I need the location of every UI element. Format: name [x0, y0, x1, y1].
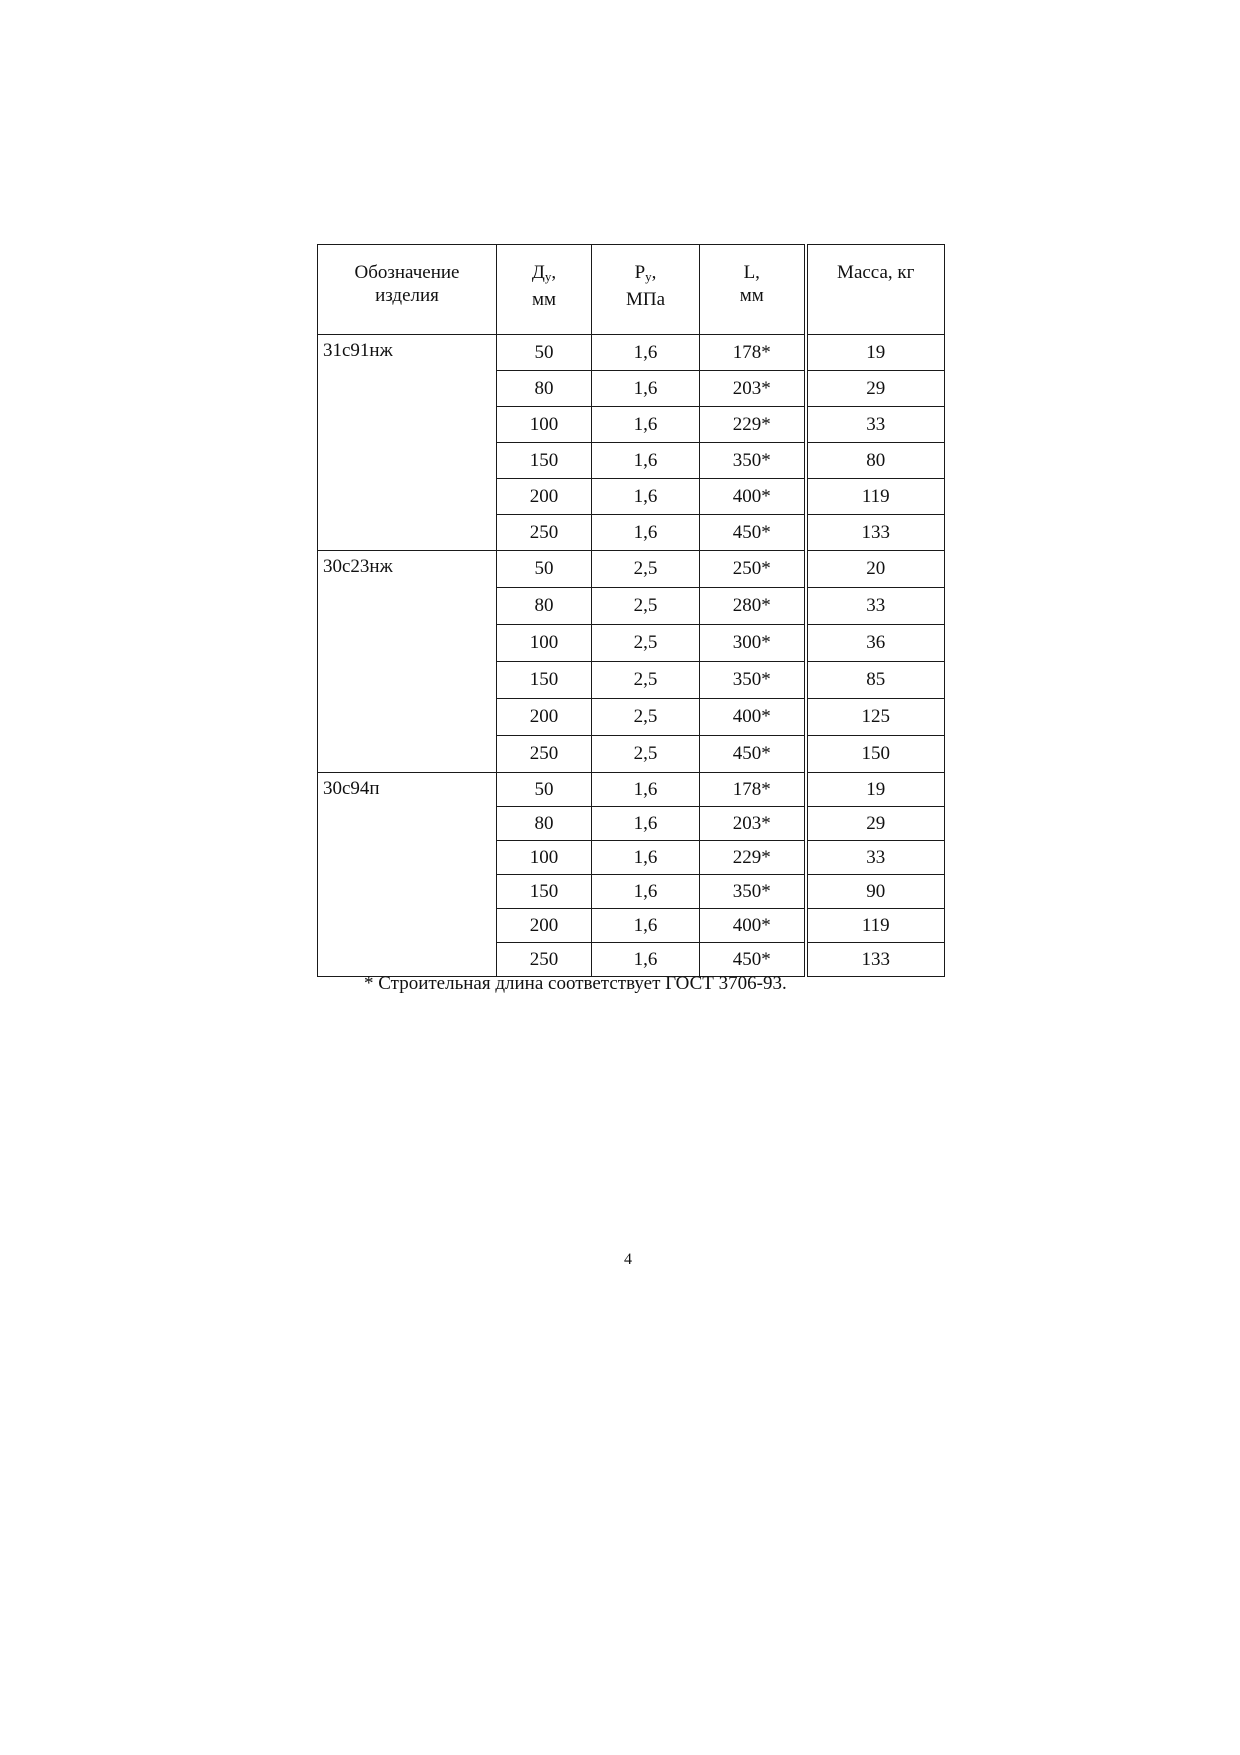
header-pu-symbol: Р [634, 262, 646, 283]
cell-designation: 30с94п [318, 773, 497, 977]
cell-nominal-diameter: 100 [497, 625, 592, 662]
cell-nominal-diameter: 150 [497, 443, 592, 479]
cell-length: 178* [700, 773, 806, 807]
cell-mass: 33 [806, 588, 945, 625]
cell-length: 400* [700, 909, 806, 943]
specification-table [317, 244, 945, 977]
header-mass-label: Масса, кг [837, 262, 915, 283]
cell-mass: 33 [806, 841, 945, 875]
cell-nominal-diameter: 150 [497, 662, 592, 699]
table-row [318, 773, 945, 807]
cell-nominal-pressure: 2,5 [592, 625, 700, 662]
cell-nominal-pressure: 1,6 [592, 943, 700, 977]
cell-nominal-pressure: 1,6 [592, 335, 700, 371]
cell-designation: 30с23нж [318, 551, 497, 773]
cell-nominal-diameter: 50 [497, 335, 592, 371]
cell-length: 229* [700, 407, 806, 443]
cell-length: 178* [700, 335, 806, 371]
cell-nominal-diameter: 250 [497, 943, 592, 977]
header-du-unit: мм [531, 289, 557, 310]
cell-nominal-diameter: 250 [497, 515, 592, 551]
cell-nominal-pressure: 1,6 [592, 443, 700, 479]
cell-length: 250* [700, 551, 806, 588]
cell-mass: 133 [806, 943, 945, 977]
cell-mass: 85 [806, 662, 945, 699]
cell-nominal-pressure: 1,6 [592, 407, 700, 443]
cell-mass: 80 [806, 443, 945, 479]
table-body [318, 335, 945, 977]
cell-nominal-pressure: 2,5 [592, 736, 700, 773]
cell-length: 203* [700, 807, 806, 841]
cell-mass: 119 [806, 909, 945, 943]
cell-nominal-diameter: 200 [497, 699, 592, 736]
cell-length: 203* [700, 371, 806, 407]
cell-mass: 29 [806, 807, 945, 841]
cell-mass: 29 [806, 371, 945, 407]
header-du-subscript: у [544, 269, 552, 284]
cell-nominal-diameter: 200 [497, 479, 592, 515]
cell-nominal-diameter: 250 [497, 736, 592, 773]
cell-nominal-diameter: 150 [497, 875, 592, 909]
header-mass [806, 245, 945, 335]
cell-nominal-pressure: 1,6 [592, 807, 700, 841]
cell-nominal-pressure: 1,6 [592, 875, 700, 909]
cell-nominal-pressure: 1,6 [592, 909, 700, 943]
page-number: 4 [624, 1251, 632, 1268]
header-nominal-pressure [592, 245, 700, 335]
header-nominal-diameter [497, 245, 592, 335]
header-designation-line1: Обозначение [354, 262, 460, 283]
cell-nominal-pressure: 2,5 [592, 699, 700, 736]
cell-nominal-pressure: 1,6 [592, 479, 700, 515]
cell-mass: 90 [806, 875, 945, 909]
header-pu-unit: МПа [625, 289, 666, 310]
cell-length: 300* [700, 625, 806, 662]
table-row [318, 551, 945, 588]
cell-nominal-pressure: 1,6 [592, 841, 700, 875]
cell-mass: 119 [806, 479, 945, 515]
cell-nominal-diameter: 50 [497, 551, 592, 588]
cell-nominal-diameter: 80 [497, 371, 592, 407]
table-header-row [318, 245, 945, 335]
cell-mass: 19 [806, 773, 945, 807]
header-designation-line2: изделия [375, 285, 439, 306]
cell-designation: 31с91нж [318, 335, 497, 551]
cell-nominal-diameter: 50 [497, 773, 592, 807]
cell-length: 400* [700, 479, 806, 515]
cell-length: 350* [700, 662, 806, 699]
cell-nominal-diameter: 80 [497, 807, 592, 841]
cell-length: 400* [700, 699, 806, 736]
header-length-unit: мм [739, 285, 764, 306]
cell-nominal-diameter: 100 [497, 407, 592, 443]
header-du-comma: , [551, 262, 557, 283]
cell-nominal-diameter: 200 [497, 909, 592, 943]
cell-length: 450* [700, 943, 806, 977]
cell-nominal-diameter: 80 [497, 588, 592, 625]
cell-length: 350* [700, 875, 806, 909]
footnote: * Строительная длина соответствует ГОСТ 3706-93. [364, 973, 787, 994]
cell-length: 450* [700, 515, 806, 551]
cell-nominal-pressure: 2,5 [592, 551, 700, 588]
header-pu-subscript: у [645, 269, 652, 284]
cell-mass: 36 [806, 625, 945, 662]
header-length-symbol: L, [743, 262, 760, 283]
header-du-symbol: Д [531, 262, 545, 283]
header-pu-comma: , [651, 262, 657, 283]
table-row [318, 335, 945, 371]
cell-mass: 125 [806, 699, 945, 736]
cell-length: 280* [700, 588, 806, 625]
cell-mass: 133 [806, 515, 945, 551]
cell-mass: 33 [806, 407, 945, 443]
cell-nominal-pressure: 2,5 [592, 588, 700, 625]
cell-nominal-pressure: 2,5 [592, 662, 700, 699]
cell-nominal-pressure: 1,6 [592, 371, 700, 407]
cell-mass: 150 [806, 736, 945, 773]
cell-nominal-pressure: 1,6 [592, 515, 700, 551]
cell-length: 350* [700, 443, 806, 479]
cell-nominal-diameter: 100 [497, 841, 592, 875]
cell-nominal-pressure: 1,6 [592, 773, 700, 807]
header-length [700, 245, 806, 335]
cell-length: 229* [700, 841, 806, 875]
header-designation [318, 245, 497, 335]
cell-mass: 20 [806, 551, 945, 588]
cell-mass: 19 [806, 335, 945, 371]
cell-length: 450* [700, 736, 806, 773]
